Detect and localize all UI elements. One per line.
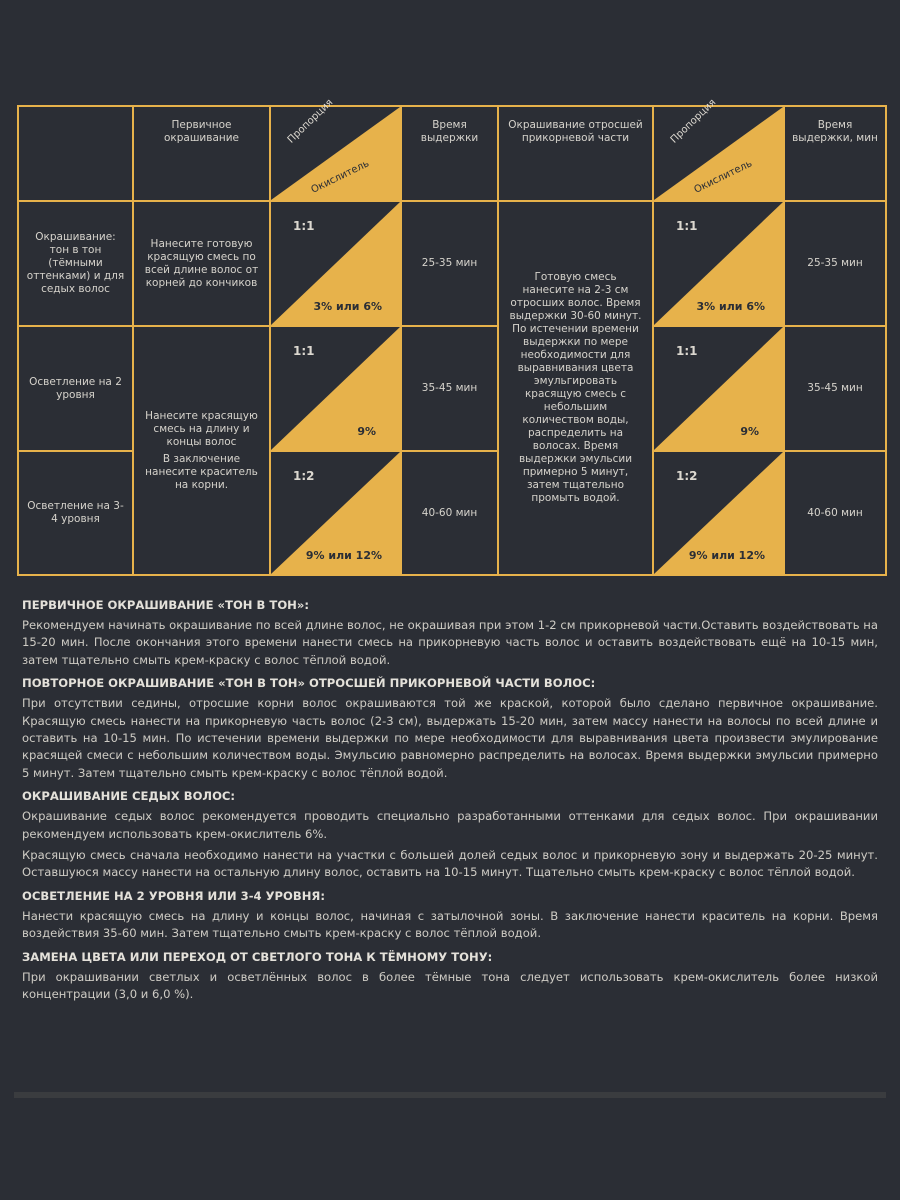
section-title: ОСВЕТЛЕНИЕ НА 2 УРОВНЯ ИЛИ 3-4 УРОВНЯ: — [22, 888, 325, 903]
row-label-text: Окрашивание: тон в тон (тёмными оттенками) и для седых волос — [26, 231, 125, 295]
section-regrowth — [22, 676, 878, 782]
row-label-text: Осветление на 3-4 уровня — [27, 500, 124, 525]
header-time — [402, 107, 499, 202]
header-time-min-text: Время выдержки, мин — [792, 119, 878, 144]
primary-lightening-text-a: Нанесите красящую смесь на длину и концы волос — [145, 409, 258, 448]
bottom-divider — [14, 1092, 886, 1098]
header-regrowth-text: Окрашивание отросшей прикорневой части — [508, 119, 643, 144]
time-text: 35-45 мин — [807, 382, 863, 394]
oxidant-percent: 3% или 6% — [696, 300, 765, 313]
ratio-text: 1:1 — [293, 344, 315, 358]
ratio-triangle — [271, 327, 400, 450]
header-oxidant-text: Окислитель — [692, 158, 754, 196]
oxidant-percent: 9% — [740, 425, 759, 438]
section-primary — [22, 598, 878, 669]
header-primary-text: Первичное окрашивание — [163, 119, 240, 144]
header-proportion-cell — [271, 97, 402, 202]
header-proportion-text: Пропорция — [285, 97, 336, 146]
ratio-cell — [271, 202, 402, 327]
section-title: ЗАМЕНА ЦВЕТА ИЛИ ПЕРЕХОД ОТ СВЕТЛОГО ТОНА К ТЁМНОМУ ТОНУ: — [22, 949, 493, 964]
ratio-cell — [271, 452, 402, 574]
primary-lightening-text-b: В заключение нанесите краситель на корни. — [145, 452, 258, 491]
header-regrowth — [499, 107, 654, 202]
section-paragraph: Рекомендуем начинать окрашивание по всей длине волос, не окрашивая при этом 1-2 см прикорневой части.Оставить воздействовать на 15-20 мин. После окончания этого времени нанести смесь на прикорневую часть волос и оставить воздействовать ещё на 10-15 мин, затем тщательно смыть крем-краску с волос тёплой водой. — [22, 618, 878, 667]
ratio-text: 1:2 — [293, 469, 315, 483]
time-text: 40-60 мин — [421, 506, 478, 519]
ratio-text: 1:1 — [293, 219, 315, 233]
ratio-cell — [654, 327, 785, 452]
ratio-text: 1:2 — [676, 469, 698, 483]
regrowth-instructions — [499, 202, 654, 574]
ratio-text: 1:1 — [676, 344, 698, 358]
section-title: ПЕРВИЧНОЕ ОКРАШИВАНИЕ «ТОН В ТОН»: — [22, 598, 310, 612]
time-text: 25-35 мин — [807, 257, 863, 269]
instructions-text-block — [22, 598, 878, 1011]
time-cell — [402, 452, 499, 574]
row-label — [19, 327, 134, 452]
section-paragraph: При отсутствии седины, отросшие корни волос окрашиваются той же краской, которой было сделано первичное окрашивание. Красящую смесь нанести на прикорневую часть волос (2-3 см), выдержать 15-20 мин, затем массу нанести на волосы по всей длине и оставить на 10-15 мин. По истечении времени выдержки по мере необходимости для выравнивания цвета произвести эмулирование красящей смеси с небольшим количеством воды. Эмульсию равномерно распределить на волосах. Время выдержки эмульсии примерно 5 минут. Затем тщательно смыть крем-краску с волос тёплой водой. — [22, 696, 878, 780]
time-text: 35-45 мин — [421, 382, 478, 394]
ratio-triangle — [654, 327, 783, 450]
header-oxidant-text: Окислитель — [309, 158, 371, 196]
section-paragraph: Окрашивание седых волос рекомендуется проводить специально разработанными оттенками для седых волос. При окрашивании рекомендуем использовать крем-окислитель 6%. — [22, 809, 878, 841]
row-label — [19, 452, 134, 574]
primary-instructions-text: Нанесите готовую красящую смесь по всей длине волос от корней до кончиков — [144, 237, 259, 289]
ratio-cell — [271, 327, 402, 452]
ratio-text: 1:1 — [676, 219, 698, 233]
row-label-text: Осветление на 2 уровня — [29, 375, 122, 401]
section-title: ОКРАШИВАНИЕ СЕДЫХ ВОЛОС: — [22, 789, 236, 804]
primary-instructions — [134, 202, 271, 327]
section-color-change — [22, 950, 878, 1004]
time-cell — [785, 327, 885, 452]
regrowth-instructions-text: Готовую смесь нанесите на 2-3 см отросших волос. Время выдержки 30-60 минут. По истечении времени выдержки по мере необходимости для выравнивания цвета эмульгировать красящую смесь с небольшим количеством воды, распределить на волосах. Время выдержки эмульсии примерно 5 минут, затем тщательно промыть водой. — [509, 271, 642, 504]
primary-lightening-instructions — [134, 327, 271, 574]
header-empty-cell — [19, 107, 134, 202]
time-cell — [785, 452, 885, 574]
coloring-table — [17, 97, 887, 576]
time-text: 25-35 мин — [421, 257, 478, 269]
header-time-text: Время выдержки — [420, 119, 479, 144]
time-cell — [785, 202, 885, 327]
section-paragraph: При окрашивании светлых и осветлённых волос в более тёмные тона следует использовать крем-окислитель более низкой концентрации (3,0 и 6,0 %). — [22, 969, 878, 1002]
section-lightening — [22, 889, 878, 943]
ratio-cell — [654, 452, 785, 574]
header-proportion-cell-2 — [654, 97, 785, 202]
header-proportion-text: Пропорция — [668, 97, 719, 146]
section-paragraph: Красящую смесь сначала необходимо нанести на участки с большей долей седых волос и прикорневую зону и выдержать 20-25 минут. Оставшуюся массу нанести на остальную длину волос, оставить на 10-15 минут. Тщательно смыть крем-краску с волос тёплой водой. — [22, 848, 878, 880]
section-paragraph: Нанести красящую смесь на длину и концы волос, начиная с затылочной зоны. В заключение нанести краситель на корни. Время воздействия 35-60 мин. Затем тщательно смыть крем-краску с волос тёплой водой. — [22, 908, 878, 941]
oxidant-percent: 9% или 12% — [305, 549, 382, 562]
time-cell — [402, 327, 499, 452]
oxidant-percent: 9% — [357, 425, 376, 438]
oxidant-percent: 3% или 6% — [313, 300, 382, 313]
time-cell — [402, 202, 499, 327]
oxidant-percent: 9% или 12% — [688, 549, 765, 562]
section-title: ПОВТОРНОЕ ОКРАШИВАНИЕ «ТОН В ТОН» ОТРОСШЕЙ ПРИКОРНЕВОЙ ЧАСТИ ВОЛОС: — [22, 676, 596, 691]
ratio-cell — [654, 202, 785, 327]
section-grey-hair — [22, 789, 878, 882]
row-label — [19, 202, 134, 327]
header-primary — [134, 107, 271, 202]
time-text: 40-60 мин — [807, 506, 863, 519]
header-time-min — [785, 107, 885, 202]
